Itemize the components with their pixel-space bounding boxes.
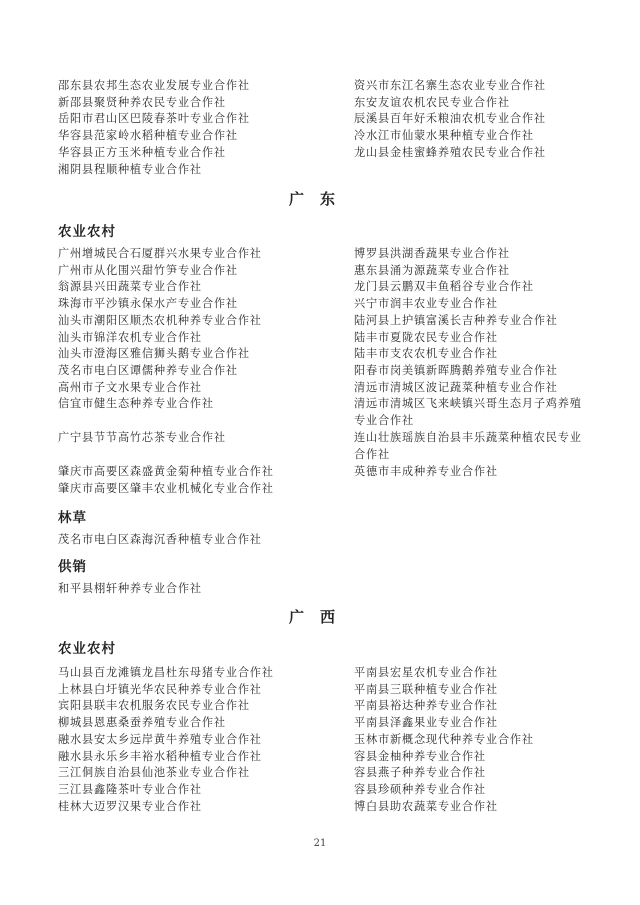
cooperative-entry: 湘阴县程顺种植专业合作社	[58, 162, 202, 176]
list-row	[58, 764, 588, 781]
cooperative-entry: 广宁县节节高竹芯茶专业合作社	[58, 431, 226, 445]
list-row	[58, 345, 588, 362]
cooperative-entry: 阳春市岗美镇新晖腾鹅养殖专业合作社	[354, 363, 558, 377]
cooperative-entry: 龙山县金桂蜜蜂养殖农民专业合作社	[354, 145, 546, 159]
category-heading-lincao: 林草	[58, 510, 87, 526]
cooperative-entry: 平南县泽鑫果业专业合作社	[354, 716, 498, 730]
cooperative-entry: 融水县永乐乡丰裕水稻种植专业合作社	[58, 749, 262, 763]
list-row	[58, 77, 588, 94]
cooperative-entry: 柳城县恩惠桑蚕养殖专业合作社	[58, 716, 226, 730]
list-row	[58, 110, 588, 127]
list-row	[58, 681, 588, 698]
cooperative-entry: 龙门县云鹏双丰鱼稻谷专业合作社	[354, 280, 534, 294]
cooperative-entry: 汕头市潮阳区顺杰农机种养专业合作社	[58, 313, 262, 327]
cooperative-entry: 广州市从化围兴甜竹笋专业合作社	[58, 263, 238, 277]
cooperative-entry: 上林县白圩镇光华农民种养专业合作社	[58, 682, 262, 696]
list-row	[58, 144, 588, 161]
list-row	[58, 295, 588, 312]
cooperative-entry: 茂名市电白区森海沉香种植专业合作社	[58, 533, 262, 546]
cooperative-entry: 博白县助农蔬菜专业合作社	[354, 799, 498, 813]
cooperative-entry	[354, 531, 588, 548]
page-number: 21	[313, 838, 327, 849]
cooperative-entry: 清远市清城区波记蔬菜种植专业合作社	[354, 380, 558, 394]
province-heading-guangdong: 广东	[288, 190, 351, 208]
cooperative-entry: 肇庆市高要区森盛黄金菊种植专业合作社	[58, 465, 274, 479]
cooperative-entry: 高州市子文水果专业合作社	[58, 380, 202, 394]
cooperative-entry: 岳阳市君山区巴陵春茶叶专业合作社	[58, 112, 250, 126]
list-row	[58, 697, 588, 714]
category-heading-gongxiao: 供销	[58, 559, 87, 575]
cooperative-entry: 陆丰市夏陇农民专业合作社	[354, 330, 498, 344]
cooperative-entry: 兴宁市润丰农业专业合作社	[354, 297, 498, 311]
cooperative-entry: 三江县鑫隆茶叶专业合作社	[58, 782, 202, 796]
category-heading-nongye-guangdong: 农业农村	[58, 224, 116, 240]
cooperative-entry: 容县金柚种养专业合作社	[354, 749, 486, 763]
cooperative-entry: 翁源县兴田蔬菜专业合作社	[58, 280, 202, 294]
list-row	[58, 714, 588, 731]
cooperative-entry	[354, 161, 588, 178]
province-heading-guangxi: 广西	[288, 608, 351, 626]
cooperative-entry: 宾阳县联丰农机服务农民专业合作社	[58, 699, 250, 713]
cooperative-entry: 平南县裕达种养专业合作社	[354, 699, 498, 713]
cooperative-entry: 信宜市健生态种养专业合作社	[58, 397, 214, 411]
cooperative-entry: 和平县栩轩种养专业合作社	[58, 582, 202, 595]
cooperative-entry: 玉林市新概念现代种养专业合作社	[354, 732, 534, 746]
cooperative-entry: 广州增城民合石厦群兴水果专业合作社	[58, 247, 262, 260]
list-row	[58, 664, 588, 681]
list-row	[58, 161, 588, 178]
cooperative-entry: 珠海市平沙镇永保水产专业合作社	[58, 297, 238, 311]
cooperative-entry: 平南县三联种植专业合作社	[354, 682, 498, 696]
cooperative-entry: 容县珍硕种养专业合作社	[354, 782, 486, 796]
cooperative-entry: 惠东县涌为源蔬菜专业合作社	[354, 263, 510, 277]
cooperative-entry: 融水县安太乡远岸黄牛养殖专业合作社	[58, 732, 262, 746]
cooperative-entry: 汕头市澄海区雅信狮头鹅专业合作社	[58, 347, 250, 361]
list-row	[58, 429, 588, 463]
cooperative-entry: 英德市丰成种养专业合作社	[354, 465, 498, 479]
list-row	[58, 580, 588, 597]
cooperative-entry: 陆丰市支农农机专业合作社	[354, 347, 498, 361]
list-row	[58, 329, 588, 346]
cooperative-entry: 华容县正方玉米种植专业合作社	[58, 145, 226, 159]
list-row	[58, 463, 588, 480]
cooperative-entry: 东安友谊农机农民专业合作社	[354, 95, 510, 109]
cooperative-entry	[354, 580, 588, 597]
list-row	[58, 312, 588, 329]
category-heading-nongye-guangxi: 农业农村	[58, 641, 116, 657]
cooperative-entry: 邵东县农邦生态农业发展专业合作社	[58, 79, 250, 92]
list-row	[58, 379, 588, 396]
cooperative-entry: 马山县百龙滩镇龙昌杜东母猪专业合作社	[58, 666, 274, 679]
cooperative-entry: 博罗县洪湖香蔬果专业合作社	[354, 247, 510, 260]
list-row	[58, 245, 588, 262]
list-row	[58, 748, 588, 765]
cooperative-entry: 陆河县上护镇富溪长吉种养专业合作社	[354, 313, 558, 327]
cooperative-entry: 资兴市东江名寨生态农业专业合作社	[354, 79, 546, 92]
cooperative-entry: 茂名市电白区谭儒种养专业合作社	[58, 363, 238, 377]
cooperative-entry: 冷水江市仙蒙水果种植专业合作社	[354, 129, 534, 143]
cooperative-entry: 三江侗族自治县仙池茶业专业合作社	[58, 766, 250, 780]
cooperative-entry: 辰溪县百年好禾粮油农机专业合作社	[354, 112, 546, 126]
cooperative-entry: 华容县范家岭水稻种植专业合作社	[58, 129, 238, 143]
cooperative-entry: 连山壮族瑶族自治县丰乐蔬菜种植农民专业合作社	[354, 431, 582, 462]
list-row	[58, 531, 588, 548]
list-row	[58, 278, 588, 295]
cooperative-entry: 容县燕子种养专业合作社	[354, 766, 486, 780]
cooperative-entry: 新邵县聚贤种养农民专业合作社	[58, 95, 226, 109]
list-row	[58, 798, 588, 815]
cooperative-entry: 桂林大迈罗汉果专业合作社	[58, 799, 202, 813]
list-row	[58, 480, 588, 497]
list-row	[58, 262, 588, 279]
list-row	[58, 781, 588, 798]
list-row	[58, 731, 588, 748]
cooperative-entry	[354, 480, 588, 497]
list-row	[58, 362, 588, 379]
list-row	[58, 395, 588, 429]
list-row	[58, 94, 588, 111]
cooperative-entry: 平南县宏星农机专业合作社	[354, 666, 498, 679]
cooperative-entry: 肇庆市高要区肇丰农业机械化专业合作社	[58, 482, 274, 495]
cooperative-entry: 清远市清城区飞来峡镇兴哥生态月子鸡养殖专业合作社	[354, 397, 582, 428]
list-row	[58, 127, 588, 144]
cooperative-entry: 汕头市锦洋农机专业合作社	[58, 330, 202, 344]
